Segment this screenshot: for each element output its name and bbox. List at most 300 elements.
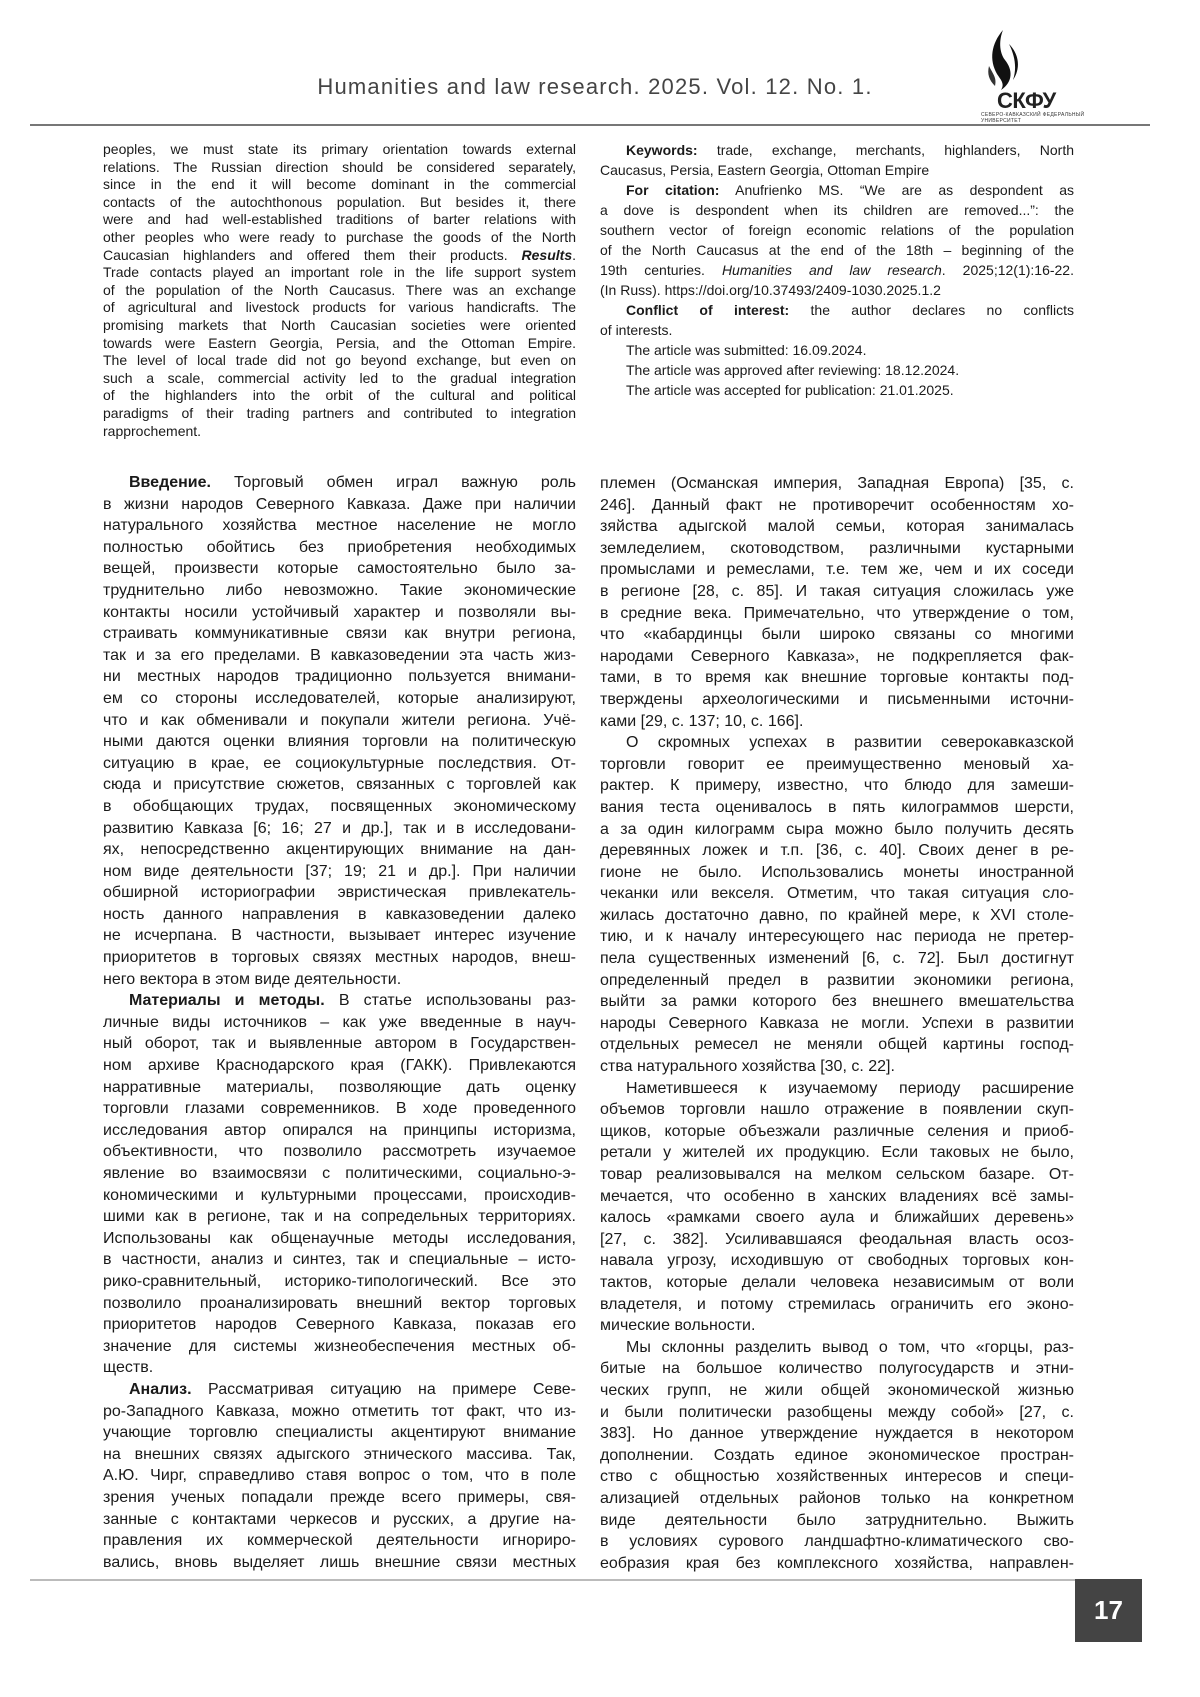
- line-text: the author declares no conflicts: [811, 302, 1074, 318]
- line-text: Caucasus, Persia, Eastern Georgia, Ottoman Empire: [600, 162, 929, 178]
- text-line: [600, 360, 1074, 380]
- text-line: [103, 229, 576, 247]
- text-line: [600, 140, 1074, 160]
- paragraph: [600, 473, 1074, 732]
- line-text: выйти за рамки которого без внешнего вмешательства: [600, 993, 1074, 1010]
- line-text: виде деятельности было затруднительно. Выжить: [600, 1512, 1074, 1529]
- text-line: [600, 320, 1074, 340]
- text-line: [600, 926, 1074, 948]
- text-line: [600, 473, 1074, 495]
- text-line: [600, 1229, 1074, 1251]
- text-line: [103, 1249, 576, 1271]
- text-line: [600, 689, 1074, 711]
- text-line: [600, 754, 1074, 776]
- line-text: were and had well-established traditions of barter relations with: [103, 211, 576, 227]
- line-text: позволило проанализировать внешний вектор торговых: [103, 1295, 576, 1312]
- text-line: [103, 515, 576, 537]
- text-line: [600, 1531, 1074, 1553]
- line-text: правления их коммерческой деятельности игнориро-: [103, 1532, 576, 1549]
- text-line: [103, 774, 576, 796]
- text-line: [600, 797, 1074, 819]
- line-text: 246]. Данный факт не противоречит особенностям хо-: [600, 497, 1074, 514]
- line-text: владетеля, и потому стремилась ограничить его эконо-: [600, 1296, 1074, 1313]
- line-text: тактов, которые делали человека независимым от воли: [600, 1274, 1074, 1291]
- line-text: О скромных успехах в развитии северокавказской: [626, 734, 1074, 751]
- text-line: [600, 1402, 1074, 1424]
- text-line: [600, 1358, 1074, 1380]
- line-text: дополнении. Создать единое экономическое простран-: [600, 1447, 1074, 1464]
- line-text: определенный предел в развитии экономики региона,: [600, 972, 1074, 989]
- text-line: [600, 775, 1074, 797]
- text-line: [103, 264, 576, 282]
- text-line: [103, 1293, 576, 1315]
- text-line: [600, 1034, 1074, 1056]
- paragraph: [600, 1078, 1074, 1337]
- line-text: 19th centuries.: [600, 262, 722, 278]
- line-text: (In Russ). https://doi.org/10.37493/2409-1030.2025.1.2: [600, 282, 941, 298]
- line-text: such a scale, commercial activity led to the gradual integration: [103, 370, 576, 386]
- line-text: чеканки или векселя. Отметим, что такая ситуация сло-: [600, 885, 1074, 902]
- text-line: [103, 405, 576, 423]
- line-text: рактер. К примеру, известно, что блюдо для замеши-: [600, 777, 1074, 794]
- text-line: [600, 819, 1074, 841]
- emphasis-text: Humanities and law research: [722, 262, 942, 278]
- text-line: [600, 1013, 1074, 1035]
- text-line: [600, 905, 1074, 927]
- text-line: [600, 1056, 1074, 1078]
- line-text: земледелием, скотоводством, различными кустарными: [600, 540, 1074, 557]
- text-line: [600, 340, 1074, 360]
- line-text: ный оборот, так и выявленные автором в Государствен-: [103, 1035, 576, 1052]
- line-text: личные виды источников – как уже введенные в науч-: [103, 1014, 576, 1031]
- paragraph: [600, 140, 1074, 180]
- line-text: Наметившееся к изучаемому периоду расширение: [626, 1080, 1074, 1097]
- text-line: [103, 904, 576, 926]
- line-text: жилась достаточно давно, по крайней мере, к XVI столе-: [600, 907, 1074, 924]
- line-text: of the highlanders into the orbit of the cultural and political: [103, 387, 576, 403]
- line-text: Торговый обмен играл важную роль: [234, 474, 576, 491]
- line-text: торговли глазами современников. В ходе проведенного: [103, 1100, 576, 1117]
- line-text: тию, и к началу интересующего нас периода не претер-: [600, 928, 1074, 945]
- line-text: Использованы как общенаучные методы исследования,: [103, 1230, 576, 1247]
- line-text: него вектора в этом виде деятельности.: [103, 971, 401, 988]
- line-text: вещей, произвести которые самостоятельно было за-: [103, 560, 576, 577]
- text-line: [600, 1423, 1074, 1445]
- text-line: [103, 494, 576, 516]
- line-text: в частности, анализ и синтез, так и специальные – исто-: [103, 1251, 576, 1268]
- line-text: southern vector of foreign economic relations of the population: [600, 222, 1074, 238]
- section-lead: Материалы и методы.: [129, 992, 325, 1009]
- line-text: кономическими и культурными процессами, происходив-: [103, 1187, 576, 1204]
- text-line: [600, 1553, 1074, 1575]
- line-text: of interests.: [600, 322, 672, 338]
- line-text: . 2025;12(1):16-22.: [942, 262, 1074, 278]
- text-line: [103, 1271, 576, 1293]
- text-line: [103, 1314, 576, 1336]
- text-line: [103, 194, 576, 212]
- university-logo: [975, 30, 1085, 122]
- text-line: [103, 818, 576, 840]
- line-text: of the North Caucasus at the end of the 18th – beginning of the: [600, 242, 1074, 258]
- text-line: [600, 240, 1074, 260]
- line-text: ях, непосредственно акцентирующих внимание на дан-: [103, 841, 576, 858]
- text-line: [600, 380, 1074, 400]
- line-text: в условиях сурового ландшафтно-климатического сво-: [600, 1533, 1074, 1550]
- text-line: [600, 1142, 1074, 1164]
- text-line: [600, 1510, 1074, 1532]
- line-text: развитию Кавказа [6; 16; 27 и др.], так и в исследовани-: [103, 820, 576, 837]
- text-line: [103, 1055, 576, 1077]
- text-line: [600, 1186, 1074, 1208]
- text-line: [103, 370, 576, 388]
- line-text: натурального хозяйства местное население не могло: [103, 517, 576, 534]
- paragraph: [600, 380, 1074, 400]
- line-text: народы Северного Кавказа не могли. Успехи в развитии: [600, 1015, 1074, 1032]
- text-line: [103, 839, 576, 861]
- text-line: [103, 159, 576, 177]
- text-line: [103, 558, 576, 580]
- line-text: зрения ученых попадали прежде всего примеры, свя-: [103, 1489, 576, 1506]
- line-text: объективности, что позволило рассмотреть изучаемое: [103, 1143, 576, 1160]
- line-text: промыслами и ремеслами, т.е. тем же, чем и их соседи: [600, 561, 1074, 578]
- line-text: полностью обойтись без приобретения необходимых: [103, 539, 576, 556]
- text-line: [103, 141, 576, 159]
- text-line: [600, 1294, 1074, 1316]
- line-text: В статье использованы раз-: [339, 992, 576, 1009]
- line-text: мечается, что особенно в ханских владениях всё замы-: [600, 1188, 1074, 1205]
- text-line: [600, 260, 1074, 280]
- line-text: что и как обменивали и покупали жители региона. Учё-: [103, 712, 576, 729]
- page-number: 17: [1075, 1579, 1142, 1642]
- section-lead: Conflict of interest:: [626, 302, 789, 318]
- text-line: [103, 472, 576, 494]
- line-text: ществ.: [103, 1359, 153, 1376]
- text-line: [103, 947, 576, 969]
- line-text: в регионе [28, с. 85]. И такая ситуация сложилась уже: [600, 583, 1074, 600]
- text-line: [600, 1078, 1074, 1100]
- text-line: [600, 495, 1074, 517]
- line-text: ство с общностью хозяйственных интересов и специ-: [600, 1468, 1074, 1485]
- text-line: [103, 1422, 576, 1444]
- paragraph: [103, 141, 576, 440]
- text-line: [600, 559, 1074, 581]
- text-line: [103, 1552, 576, 1574]
- line-text: еобразия края без комплексного хозяйства, направлен-: [600, 1555, 1074, 1572]
- abstract-english-continued: [103, 141, 576, 440]
- text-line: [600, 1121, 1074, 1143]
- line-text: ность данного направления в кавказоведении далеко: [103, 906, 576, 923]
- line-text: The article was approved after reviewing: 18.12.2024.: [626, 362, 959, 378]
- article-metadata: [600, 140, 1074, 400]
- text-line: [103, 666, 576, 688]
- line-text: ном виде деятельности [37; 19; 21 и др.]. При наличии: [103, 863, 576, 880]
- section-lead: Введение.: [129, 474, 211, 491]
- line-text: ными даются оценки влияния торговли на политическую: [103, 733, 576, 750]
- line-text: исследования автор опирался на принципы историзма,: [103, 1122, 576, 1139]
- line-text: contacts of the autochthonous population. But besides it, there: [103, 194, 576, 210]
- line-text: since in the end it will become dominant in the commercial: [103, 176, 576, 192]
- text-line: [103, 1379, 576, 1401]
- line-text: of agricultural and livestock products for various handicrafts. The: [103, 299, 576, 315]
- line-text: явление во взаимосвязи с политическими, социально-э-: [103, 1165, 576, 1182]
- text-line: [103, 753, 576, 775]
- text-line: [103, 623, 576, 645]
- text-line: [103, 1185, 576, 1207]
- text-line: [600, 883, 1074, 905]
- text-line: [600, 220, 1074, 240]
- text-line: [600, 711, 1074, 733]
- text-line: [103, 925, 576, 947]
- text-line: [103, 990, 576, 1012]
- text-line: [600, 1315, 1074, 1337]
- paragraph: [103, 990, 576, 1379]
- line-text: rapprochement.: [103, 423, 201, 439]
- line-text: ками [29, с. 137; 10, с. 166].: [600, 713, 803, 730]
- footer-divider: [30, 1579, 1075, 1581]
- line-text: рико-сравнительный, историко-типологический. Все это: [103, 1273, 576, 1290]
- text-line: [103, 352, 576, 370]
- text-line: [103, 580, 576, 602]
- text-line: [600, 948, 1074, 970]
- text-line: [600, 1099, 1074, 1121]
- line-text: А.Ю. Чирг, справедливо ставя вопрос о том, что в поле: [103, 1467, 576, 1484]
- text-line: [103, 247, 576, 265]
- paragraph: [600, 300, 1074, 340]
- logo-name: СКФУ: [997, 88, 1056, 114]
- line-text: деревянных ложек и т.п. [36, с. 40]. Своих денег в ре-: [600, 842, 1074, 859]
- text-line: [600, 1445, 1074, 1467]
- text-line: [600, 581, 1074, 603]
- line-text: ства натурального хозяйства [30, с. 22].: [600, 1058, 895, 1075]
- line-text: товар реализовывался на мелком сельском базаре. От-: [600, 1166, 1074, 1183]
- paragraph: [600, 1337, 1074, 1575]
- line-text: peoples, we must state its primary orientation towards external: [103, 141, 576, 157]
- text-line: [103, 1228, 576, 1250]
- line-text: щиков, которые объезжали различные селения и приоб-: [600, 1123, 1074, 1140]
- line-text: объемов торговли нашло отражение в появлении скуп-: [600, 1101, 1074, 1118]
- line-text: гионе не было. Использовались монеты иностранной: [600, 864, 1074, 881]
- line-text: битые на большое количество полугосударств и этни-: [600, 1360, 1074, 1377]
- text-line: [600, 840, 1074, 862]
- header-divider: [30, 124, 1150, 126]
- line-text: контакты носили устойчивый характер и позволяли вы-: [103, 604, 576, 621]
- text-line: [103, 282, 576, 300]
- line-text: Trade contacts played an important role in the life support system: [103, 264, 576, 280]
- text-line: [103, 299, 576, 317]
- line-text: Рассматривая ситуацию на примере Севе-: [208, 1381, 576, 1398]
- text-line: [103, 1012, 576, 1034]
- line-text: отдельных ремесел не меняли общей картины господ-: [600, 1036, 1074, 1053]
- text-line: [600, 1164, 1074, 1186]
- text-line: [103, 1033, 576, 1055]
- text-line: [103, 645, 576, 667]
- text-line: [600, 624, 1074, 646]
- line-text: торговли говорит ее преимущественно меновый ха-: [600, 756, 1074, 773]
- line-text: ситуацию в крае, ее социокультурные последствия. От-: [103, 755, 576, 772]
- line-text: тами, в то время как внешние торговые контакты под-: [600, 669, 1074, 686]
- text-line: [103, 688, 576, 710]
- line-text: Мы склонны разделить вывод о том, что «горцы, раз-: [626, 1339, 1074, 1356]
- text-line: [103, 1509, 576, 1531]
- line-text: приоритетов в торговых связях местных народов, внеш-: [103, 949, 576, 966]
- line-text: занные с контактами черкесов и русских, а другие на-: [103, 1511, 576, 1528]
- text-line: [103, 861, 576, 883]
- text-line: [103, 969, 576, 991]
- text-line: [600, 732, 1074, 754]
- text-line: [103, 602, 576, 624]
- text-line: [103, 1077, 576, 1099]
- section-lead: Анализ.: [129, 1381, 192, 1398]
- text-line: [103, 1530, 576, 1552]
- paragraph: [600, 360, 1074, 380]
- journal-title: Humanities and law research. 2025. Vol. 12. No. 1.: [300, 74, 890, 100]
- line-text: страивать коммуникативные связи как внутри региона,: [103, 625, 576, 642]
- text-line: [103, 1098, 576, 1120]
- text-line: [103, 1444, 576, 1466]
- line-text: на внешних связях адыгского этнического массива. Так,: [103, 1446, 576, 1463]
- text-line: [600, 1272, 1074, 1294]
- line-text: что «кабардинцы были широко связаны со многими: [600, 626, 1074, 643]
- line-text: шими как в регионе, так и на сопредельных территориях.: [103, 1208, 576, 1225]
- line-text: пела существенных изменений [6, с. 72]. Был достигнут: [600, 950, 1074, 967]
- text-line: [103, 317, 576, 335]
- line-text: The article was accepted for publication: 21.01.2025.: [626, 382, 954, 398]
- line-text: paradigms of their trading partners and contributed to integration: [103, 405, 576, 421]
- line-text: в жизни народов Северного Кавказа. Даже при наличии: [103, 496, 576, 513]
- line-text: сюда и присутствие сюжетов, связанных с торговлей как: [103, 776, 576, 793]
- line-text: вания теста оценивалось в пять килограммов шерсти,: [600, 799, 1074, 816]
- text-line: [600, 1488, 1074, 1510]
- line-text: тверждены археологическими и письменными источни-: [600, 691, 1074, 708]
- body-column-right: [600, 473, 1074, 1574]
- line-text: труднительно либо невозможно. Такие экономические: [103, 582, 576, 599]
- text-line: [600, 516, 1074, 538]
- text-line: [600, 300, 1074, 320]
- text-line: [600, 200, 1074, 220]
- text-line: [103, 1487, 576, 1509]
- text-line: [103, 796, 576, 818]
- section-lead: Keywords:: [626, 142, 698, 158]
- line-text: trade, exchange, merchants, highlanders, North: [717, 142, 1074, 158]
- line-text: обширной историографии эвристическая привлекатель-: [103, 884, 576, 901]
- line-text: The level of local trade did not go beyond exchange, but even on: [103, 352, 576, 368]
- line-text: other peoples who were ready to purchase the goods of the North: [103, 229, 576, 245]
- text-line: [103, 1357, 576, 1379]
- flame-logo-icon: [983, 30, 1023, 92]
- line-text: .: [572, 247, 576, 263]
- paragraph: [600, 340, 1074, 360]
- line-text: The article was submitted: 16.09.2024.: [626, 342, 866, 358]
- text-line: [103, 423, 576, 441]
- text-line: [600, 1337, 1074, 1359]
- text-line: [600, 862, 1074, 884]
- line-text: а за один килограмм сыра можно было получить десять: [600, 821, 1074, 838]
- text-line: [103, 1336, 576, 1358]
- line-text: ро-Западного Кавказа, можно отметить тот факт, что из-: [103, 1403, 576, 1420]
- line-text: навала угрозу, исходившую от свободных торговых кон-: [600, 1252, 1074, 1269]
- text-line: [103, 387, 576, 405]
- line-text: ретали у жителей их продукцию. Если таковых не было,: [600, 1144, 1074, 1161]
- text-line: [600, 667, 1074, 689]
- section-lead: For citation:: [626, 182, 719, 198]
- text-line: [600, 603, 1074, 625]
- line-text: [27, с. 382]. Усиливавшаяся феодальная власть осоз-: [600, 1231, 1074, 1248]
- emphasis-text: Results: [522, 247, 573, 263]
- line-text: ализацией отдельных районов только на конкретном: [600, 1490, 1074, 1507]
- text-line: [600, 160, 1074, 180]
- text-line: [103, 731, 576, 753]
- line-text: калось «рамками своего аула и ближайших деревень»: [600, 1209, 1074, 1226]
- paragraph: [600, 180, 1074, 300]
- line-text: Caucasian highlanders and offered them their products.: [103, 247, 522, 263]
- paragraph: [103, 472, 576, 990]
- text-line: [103, 1465, 576, 1487]
- text-line: [600, 1207, 1074, 1229]
- line-text: вались, вновь выделяет лишь внешние связи местных: [103, 1554, 576, 1571]
- line-text: of the population of the North Caucasus. There was an exchange: [103, 282, 576, 298]
- body-column-left: [103, 472, 576, 1573]
- logo-subtitle: СЕВЕРО-КАВКАЗСКИЙ ФЕДЕРАЛЬНЫЙ УНИВЕРСИТЕТ: [981, 112, 1091, 124]
- paragraph: [600, 732, 1074, 1078]
- text-line: [103, 1401, 576, 1423]
- line-text: a dove is despondent when its children are removed...”: the: [600, 202, 1074, 218]
- text-line: [600, 1250, 1074, 1272]
- text-line: [103, 882, 576, 904]
- text-line: [600, 280, 1074, 300]
- line-text: ем со стороны исследователей, которые анализируют,: [103, 690, 576, 707]
- text-line: [600, 1380, 1074, 1402]
- text-line: [103, 211, 576, 229]
- line-text: ни местных народов традиционно пользуется внимани-: [103, 668, 576, 685]
- line-text: в обобщающих трудах, посвященных экономическому: [103, 798, 576, 815]
- line-text: и были политически разобщены между собой» [27, с.: [600, 1404, 1074, 1421]
- text-line: [103, 537, 576, 559]
- line-text: мические вольности.: [600, 1317, 755, 1334]
- text-line: [103, 176, 576, 194]
- line-text: народами Северного Кавказа», не подкрепляется фак-: [600, 648, 1074, 665]
- text-line: [103, 1120, 576, 1142]
- text-line: [600, 970, 1074, 992]
- text-line: [103, 1206, 576, 1228]
- line-text: учающие торговлю специалисты акцентируют внимание: [103, 1424, 576, 1441]
- text-line: [103, 1141, 576, 1163]
- paragraph: [103, 1379, 576, 1573]
- line-text: нарративные материалы, позволяющие дать оценку: [103, 1079, 576, 1096]
- text-line: [103, 335, 576, 353]
- line-text: 383]. Но данное утверждение нуждается в некотором: [600, 1425, 1074, 1442]
- line-text: Anufrienko MS. “We are as despondent as: [735, 182, 1074, 198]
- text-line: [600, 538, 1074, 560]
- text-line: [600, 646, 1074, 668]
- line-text: ном архиве Краснодарского края (ГАКК). Привлекаются: [103, 1057, 576, 1074]
- text-line: [600, 991, 1074, 1013]
- line-text: зяйства адыгской малой семьи, которая занималась: [600, 518, 1074, 535]
- line-text: в средние века. Примечательно, что утверждение о том,: [600, 605, 1074, 622]
- line-text: promising markets that North Caucasian societies were oriented: [103, 317, 576, 333]
- line-text: ческих групп, не жили общей экономической жизнью: [600, 1382, 1074, 1399]
- text-line: [600, 180, 1074, 200]
- line-text: приоритетов народов Северного Кавказа, показав его: [103, 1316, 576, 1333]
- line-text: значение для системы жизнеобеспечения местных об-: [103, 1338, 576, 1355]
- line-text: так и за его пределами. В кавказоведении эта часть жиз-: [103, 647, 576, 664]
- text-line: [103, 710, 576, 732]
- text-line: [103, 1163, 576, 1185]
- line-text: relations. The Russian direction should be considered separately,: [103, 159, 576, 175]
- line-text: towards were Eastern Georgia, Persia, and the Ottoman Empire.: [103, 335, 576, 351]
- line-text: племен (Османская империя, Западная Европа) [35, с.: [600, 475, 1074, 492]
- text-line: [600, 1466, 1074, 1488]
- line-text: не исчерпана. В частности, вызывает интерес изучение: [103, 927, 576, 944]
